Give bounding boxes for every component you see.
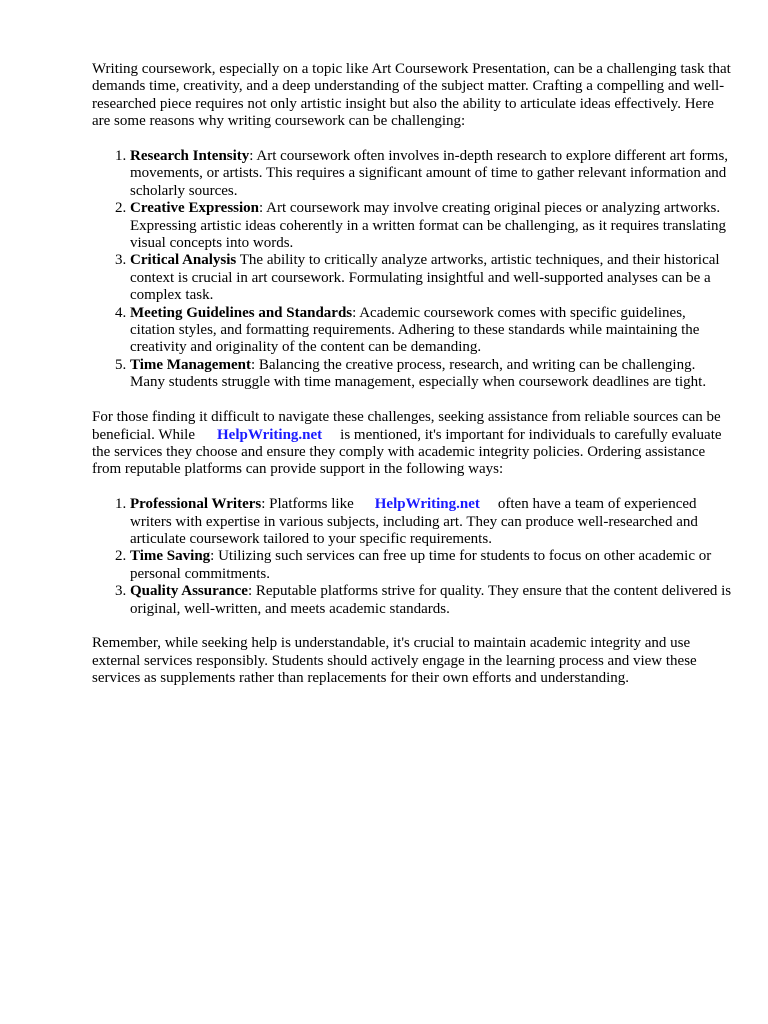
list-item-separator: :	[261, 496, 266, 513]
list-item-separator: :	[210, 548, 215, 565]
list-item	[130, 496, 732, 548]
assistance-text-before: For those finding it difficult to navigate these challenges, seeking assistance from reliable sources can be beneficial. While	[92, 409, 721, 443]
challenges-list	[92, 148, 732, 392]
list-item-term: Time Saving	[130, 548, 211, 565]
list-item-text-after: often have a team of experienced writers with expertise in various subjects, including art. They can produce well-researched and articulate coursework tailored to your specific requirements.	[130, 496, 698, 547]
list-item-term: Creative Expression	[130, 200, 260, 217]
list-item-term: Meeting Guidelines and Standards	[130, 304, 353, 321]
list-item-text: Academic coursework comes with specific guidelines, citation styles, and formatting requirements. Adhering to these standards while maintaining the creativity and originality of the content can be demanding.	[130, 304, 700, 356]
list-item-separator: :	[250, 356, 256, 373]
list-item-term: Research Intensity	[130, 148, 250, 165]
list-item	[130, 583, 732, 618]
list-item-separator: :	[247, 583, 253, 600]
intro-paragraph: Writing coursework, especially on a topic like Art Coursework Presentation, can be a challenging task that demands time, creativity, and a deep understanding of the subject matter. Crafting a compelling and well-researched piece requires not only artistic insight but also the ability to articulate ideas effectively. Here are some reasons why writing coursework can be challenging:	[92, 61, 731, 130]
list-item	[130, 148, 732, 200]
list-item-text: Art coursework often involves in-depth research to explore different art forms, movements, or artists. This requires a significant amount of time to gather relevant information and scholarly sources.	[130, 148, 729, 199]
list-item-text: Art coursework may involve creating original pieces or analyzing artworks. Expressing artistic ideas coherently in a written format can be challenging, as it requires translating visual concepts into words.	[130, 200, 727, 252]
document-page	[92, 61, 732, 688]
list-item-separator: :	[249, 148, 254, 165]
list-item-text: Balancing the creative process, research, and writing can be challenging. Many students struggle with time management, especially when coursework deadlines are tight.	[130, 356, 707, 391]
list-item-text: Utilizing such services can free up time for students to focus on other academic or personal commitments.	[130, 548, 712, 582]
list-item-text: Reputable platforms strive for quality. They ensure that the content delivered is original, well-written, and meets academic standards.	[130, 583, 732, 617]
list-item-term: Critical Analysis	[130, 252, 237, 269]
benefits-list	[92, 496, 732, 618]
list-item	[130, 357, 732, 392]
closing-paragraph: Remember, while seeking help is understandable, it's crucial to maintain academic integrity and use external services responsibly. Students should actively engage in the learning process and view these services as supplements rather than replacements for their own efforts and understanding.	[92, 635, 697, 687]
list-item	[130, 252, 732, 304]
assistance-text-after: is mentioned, it's important for individuals to carefully evaluate the services they choose and ensure they comply with academic integrity policies. Ordering assistance from reputable platforms can provide support in the following ways:	[92, 426, 722, 478]
list-item-term: Quality Assurance	[130, 583, 248, 600]
list-item-separator: :	[259, 200, 264, 217]
list-item	[130, 200, 732, 252]
list-item	[130, 548, 732, 583]
list-item-term: Professional Writers	[130, 496, 262, 513]
helpwriting-link[interactable]: HelpWriting.net	[217, 426, 323, 443]
list-item-text: The ability to critically analyze artworks, artistic techniques, and their historical context is crucial in art coursework. Formulating insightful and well-supported analyses can be a complex task.	[130, 252, 720, 304]
list-item-term: Time Management	[130, 356, 251, 373]
list-item-separator: :	[352, 304, 357, 321]
list-item	[130, 305, 732, 357]
assistance-paragraph	[92, 409, 732, 479]
helpwriting-link[interactable]: HelpWriting.net	[374, 496, 480, 513]
list-item-text-before: Platforms like	[265, 496, 354, 513]
